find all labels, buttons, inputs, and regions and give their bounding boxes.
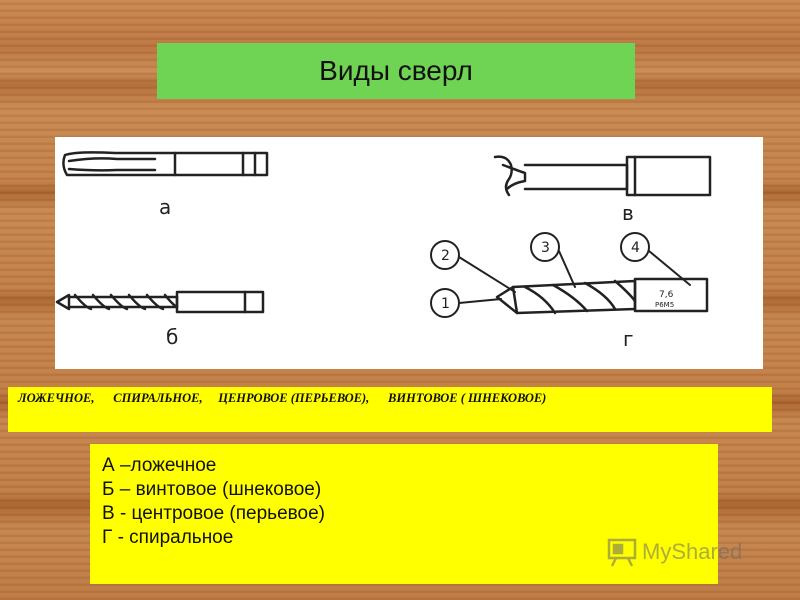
drill-types-figure [55, 137, 763, 369]
center-drill-drawing [495, 157, 710, 195]
callout-2-text: 2 [441, 248, 450, 264]
answer-item-a: А –ложечное [102, 455, 217, 476]
answer-item-b: Б – винтовое (шнековое) [102, 479, 322, 500]
label-g: г [623, 327, 634, 351]
title-band [157, 43, 635, 99]
callout-3-text: 3 [541, 240, 550, 256]
drill-mark-2: Р6М5 [655, 301, 675, 309]
watermark [606, 536, 742, 568]
slide-title: Виды сверл [319, 55, 473, 86]
callout-1-text: 1 [441, 296, 450, 312]
drill-drawings [55, 137, 763, 369]
answer-list [90, 444, 718, 550]
presentation-board-icon [606, 537, 638, 567]
label-v: в [622, 201, 634, 225]
drill-types-band [8, 387, 772, 432]
watermark-brand: MyShared [642, 539, 743, 564]
auger-drill-drawing [57, 292, 263, 312]
label-b: б [166, 325, 179, 349]
drill-mark-1: 7,6 [659, 290, 674, 300]
callout-4-text: 4 [631, 240, 640, 256]
twist-drill-drawing [497, 279, 707, 313]
label-a: а [159, 195, 172, 219]
answer-item-v: В - центровое (перьевое) [102, 503, 325, 524]
callout-circles [431, 233, 690, 317]
drill-types-line: ЛОЖЕЧНОЕ, СПИРАЛЬНОЕ, ЦЕНРОВОЕ (ПЕРЬЕВОЕ), ВИНТОВОЕ ( ШНЕКОВОЕ) [18, 391, 547, 405]
answer-item-g: Г - спиральное [102, 527, 234, 548]
spoon-drill-drawing [63, 152, 267, 175]
